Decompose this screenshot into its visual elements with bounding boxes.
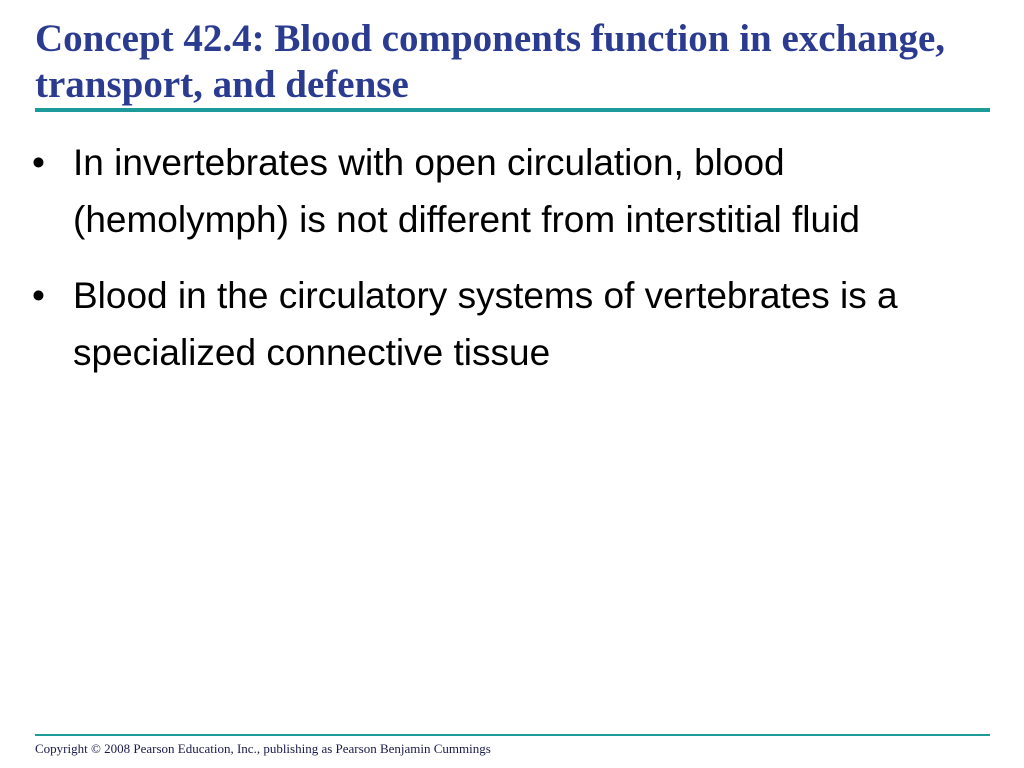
bullet-text: Blood in the circulatory systems of vertebrates is a specialized connective tissue	[73, 275, 898, 373]
bullet-icon: •	[32, 275, 45, 316]
copyright-footer: Copyright © 2008 Pearson Education, Inc., publishing as Pearson Benjamin Cummings	[35, 741, 491, 756]
bullet-text: In invertebrates with open circulation, blood (hemolymph) is not different from interstitial fluid	[73, 142, 860, 240]
title-divider	[35, 108, 990, 112]
slide-title: Concept 42.4: Blood components function in exchange, transport, and defense	[35, 17, 946, 106]
footer-divider	[35, 734, 990, 736]
bullet-icon: •	[32, 142, 45, 183]
bullet-item	[30, 267, 970, 381]
bullet-item	[30, 134, 970, 248]
bullet-list	[30, 134, 970, 400]
